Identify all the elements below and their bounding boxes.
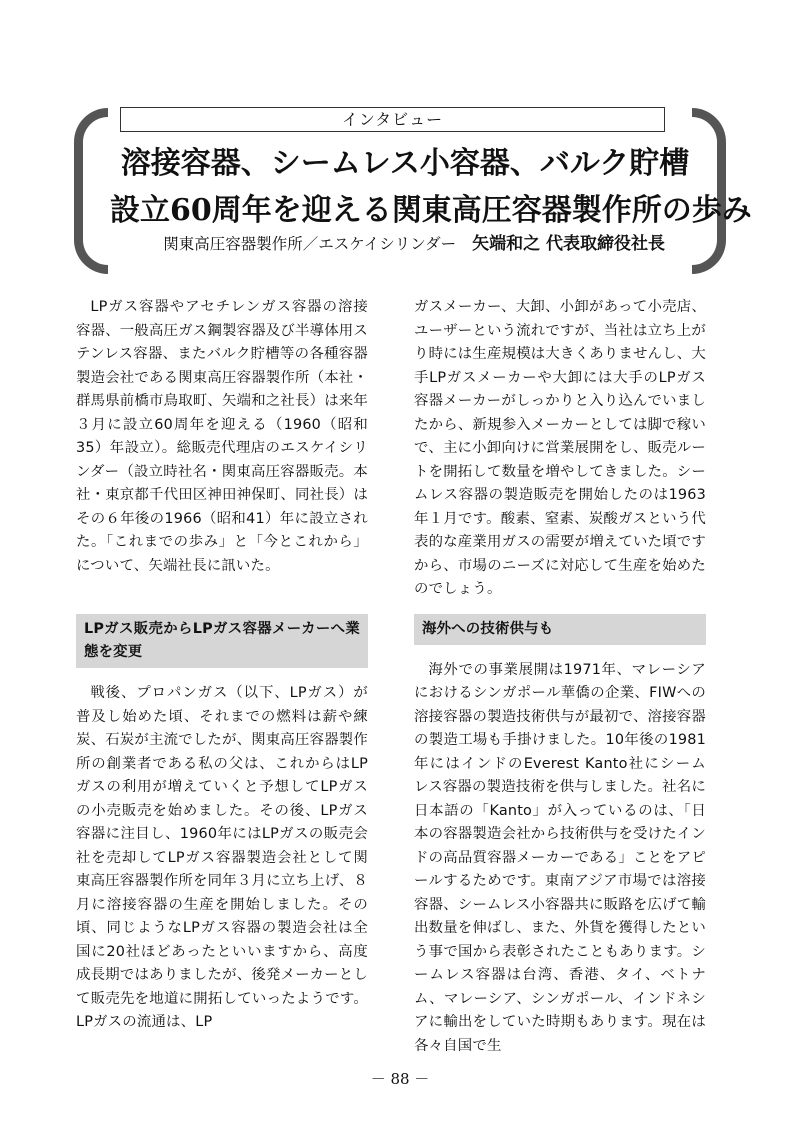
right-text-column (414, 296, 706, 1058)
article-category-label: インタビュー (120, 107, 665, 132)
left-decorative-bracket (74, 108, 108, 274)
section-body-paragraph: 海外での事業展開は1971年、マレーシアにおけるシンガポール華僑の企業、FIWへの溶接容器の製造技術供与が最初で、溶接容器の製造工場も手掛けました。10年後の1981年にはインドのEverest Kanto社にシームレス容器の製造技術を供与しました。社名に日本語の「Kanto」が入っているのは、「日本の容器製造会社から技術供与を受けたインドの高品質容器メーカーである」ことをアピールするためです。東南アジア市場では溶接容器、シームレス小容器共に販路を広げて輸出数量を伸ばし、また、外貨を獲得したという事で国から表彰されたこともあります。シームレス容器は台湾、香港、タイ、ベトナム、マレーシア、シンガポール、インドネシアに輸出をしていた時期もあります。現在は各々自国で生 (414, 661, 706, 1054)
intro-paragraph: LPガス容器やアセチレンガス容器の溶接容器、一般高圧ガス鋼製容器及び半導体用ステンレス容器、またバルク貯槽等の各種容器製造会社である関東高圧容器製作所（本社・群馬県前橋市鳥取町、矢端和之社長）は来年３月に設立60周年を迎える（1960（昭和35）年設立）。総販売代理店のエスケイシリンダー（設立時社名・関東高圧容器販売。本社・東京都千代田区神田神保町、同社長）はその６年後の1966（昭和41）年に設立された。「これまでの歩み」と「今とこれから」について、矢端社長に訊いた。 (76, 299, 368, 574)
company-name: 関東高圧容器製作所／エスケイシリンダー (163, 235, 457, 253)
interviewee-name: 矢端和之 代表取締役社長 (472, 234, 665, 254)
section-heading-overseas: 海外への技術供与も (414, 614, 706, 645)
page-number: － 88 － (370, 1070, 430, 1088)
continued-paragraph: ガスメーカー、大卸、小卸があって小売店、ユーザーという流れですが、当社は立ち上がり時には生産規模は大きくありませんし、大手LPガスメーカーや大卸には大手のLPガス容器メーカーがしっかりと入り込んでいましたから、新規参入メーカーとしては脚で稼いで、主に小卸向けに営業展開をし、販売ルートを開拓して数量を増やしてきました。シームレス容器の製造販売を開始したのは1963年１月です。酸素、窒素、炭酸ガスという代表的な産業用ガスの需要が増えていた頃ですから、市場のニーズに対応して生産を始めたのでしょう。 (414, 299, 706, 597)
left-text-column (76, 296, 368, 1035)
article-title-line-1: 溶接容器、シームレス小容器、バルク貯槽 (120, 146, 690, 181)
article-byline (120, 232, 665, 256)
section-heading-business-change: LPガス販売からLPガス容器メーカーへ業態を変更 (76, 614, 368, 668)
article-title-line-2: 設立60周年を迎える関東高圧容器製作所の歩み (110, 193, 752, 228)
section-body-paragraph: 戦後、プロパンガス（以下、LPガス）が普及し始めた頃、それまでの燃料は薪や練炭、石炭が主流でしたが、関東高圧容器製作所の創業者である私の父は、これからはLPガスの利用が増えていくと予想してLPガスの小売販売を始めました。その後、LPガス容器に注目し、1960年にはLPガスの販売会社を売却してLPガス容器製造会社として関東高圧容器製作所を同年３月に立ち上げ、８月に溶接容器の生産を開始しました。その頃、同じようなLPガス容器の製造会社は全国に20社ほどあったといいますから、高度成長期ではありましたが、後発メーカーとして販売先を地道に開拓していったようです。LPガスの流通は、LP (76, 685, 368, 1030)
